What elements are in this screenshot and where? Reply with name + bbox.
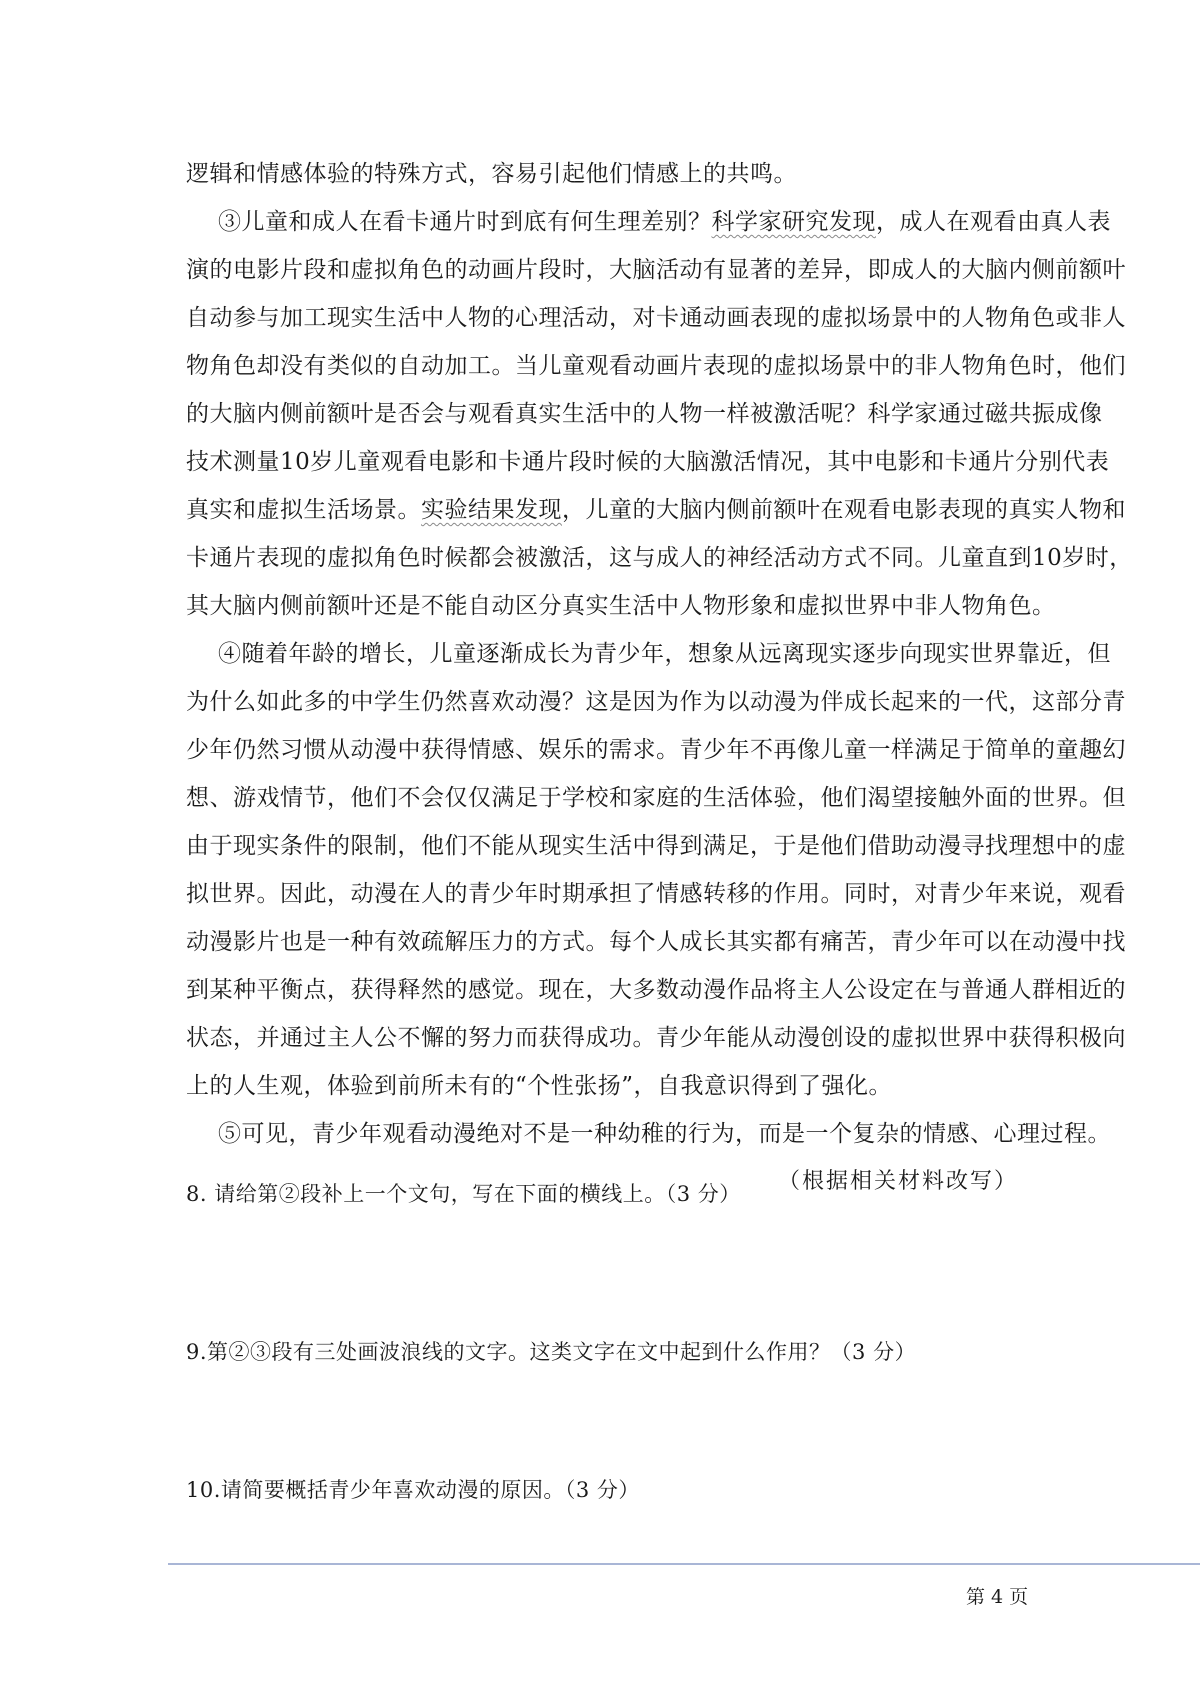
paragraph-4-line: 为什么如此多的中学生仍然喜欢动漫？这是因为作为以动漫为伴成长起来的一代，这部分青	[186, 689, 1126, 715]
paragraph-4-line: 由于现实条件的限制，他们不能从现实生活中得到满足，于是他们借助动漫寻找理想中的虚	[186, 833, 1126, 859]
paragraph-4-line: 上的人生观，体验到前所未有的“个性张扬”，自我意识得到了强化。	[186, 1073, 893, 1099]
paragraph-3-line: 真实和虚拟生活场景。实验结果发现，儿童的大脑内侧前额叶在观看电影表现的真实人物和	[186, 497, 1126, 523]
wavy-underlined-text: 实验结果发现	[421, 497, 562, 523]
reading-passage	[186, 150, 1133, 1206]
passage-continuation-line: 逻辑和情感体验的特殊方式，容易引起他们情感上的共鸣。	[186, 161, 797, 187]
paragraph-3-line: 的大脑内侧前额叶是否会与观看真实生活中的人物一样被激活呢？科学家通过磁共振成像	[186, 401, 1103, 427]
paragraph-5: ⑤可见，青少年观看动漫绝对不是一种幼稚的行为，而是一个复杂的情感、心理过程。	[218, 1121, 1111, 1147]
question-8: 8. 请给第②段补上一个文句，写在下面的横线上。（3 分）	[186, 1182, 741, 1206]
paragraph-3-line: 物角色却没有类似的自动加工。当儿童观看动画片表现的虚拟场景中的非人物角色时，他们	[186, 353, 1126, 379]
paragraph-4-line: 到某种平衡点，获得释然的感觉。现在，大多数动漫作品将主人公设定在与普通人群相近的	[186, 977, 1126, 1003]
paragraph-3-line: 技术测量10岁儿童观看电影和卡通片段时候的大脑激活情况，其中电影和卡通片分别代表	[186, 449, 1110, 475]
wavy-underlined-text: 科学家研究发现	[711, 209, 876, 235]
paragraph-4-line: ④随着年龄的增长，儿童逐渐成长为青少年，想象从远离现实逐步向现实世界靠近，但	[218, 641, 1111, 667]
question-9: 9.第②③段有三处画波浪线的文字。这类文字在文中起到什么作用？（3 分）	[186, 1340, 917, 1364]
footer-divider	[168, 1563, 1200, 1565]
paragraph-3-line: 自动参与加工现实生活中人物的心理活动，对卡通动画表现的虚拟场景中的人物角色或非人	[186, 305, 1126, 331]
paragraph-4-line: 动漫影片也是一种有效疏解压力的方式。每个人成长其实都有痛苦，青少年可以在动漫中找	[186, 929, 1126, 955]
paragraph-3-line: ③儿童和成人在看卡通片时到底有何生理差别？科学家研究发现，成人在观看由真人表	[218, 209, 1111, 235]
question-10: 10.请简要概括青少年喜欢动漫的原因。（3 分）	[186, 1478, 640, 1502]
paragraph-4-line: 想、游戏情节，他们不会仅仅满足于学校和家庭的生活体验，他们渴望接触外面的世界。但	[186, 785, 1126, 811]
paragraph-3	[186, 198, 1133, 630]
page-number: 第 4 页	[966, 1586, 1029, 1608]
paragraph-4-line: 拟世界。因此，动漫在人的青少年时期承担了情感转移的作用。同时，对青少年来说，观看	[186, 881, 1126, 907]
paragraph-4	[186, 630, 1126, 1110]
paragraph-3-line: 卡通片表现的虚拟角色时候都会被激活，这与成人的神经活动方式不同。儿童直到10岁时，	[186, 545, 1133, 571]
paragraph-4-line: 状态，并通过主人公不懈的努力而获得成功。青少年能从动漫创设的虚拟世界中获得积极向	[186, 1025, 1126, 1051]
source-note: （根据相关材料改写）	[777, 1169, 1018, 1194]
paragraph-4-line: 少年仍然习惯从动漫中获得情感、娱乐的需求。青少年不再像儿童一样满足于简单的童趣幻	[186, 737, 1126, 763]
paragraph-3-line: 其大脑内侧前额叶还是不能自动区分真实生活中人物形象和虚拟世界中非人物角色。	[186, 593, 1056, 619]
paragraph-3-line: 演的电影片段和虚拟角色的动画片段时，大脑活动有显著的差异，即成人的大脑内侧前额叶	[186, 257, 1126, 283]
